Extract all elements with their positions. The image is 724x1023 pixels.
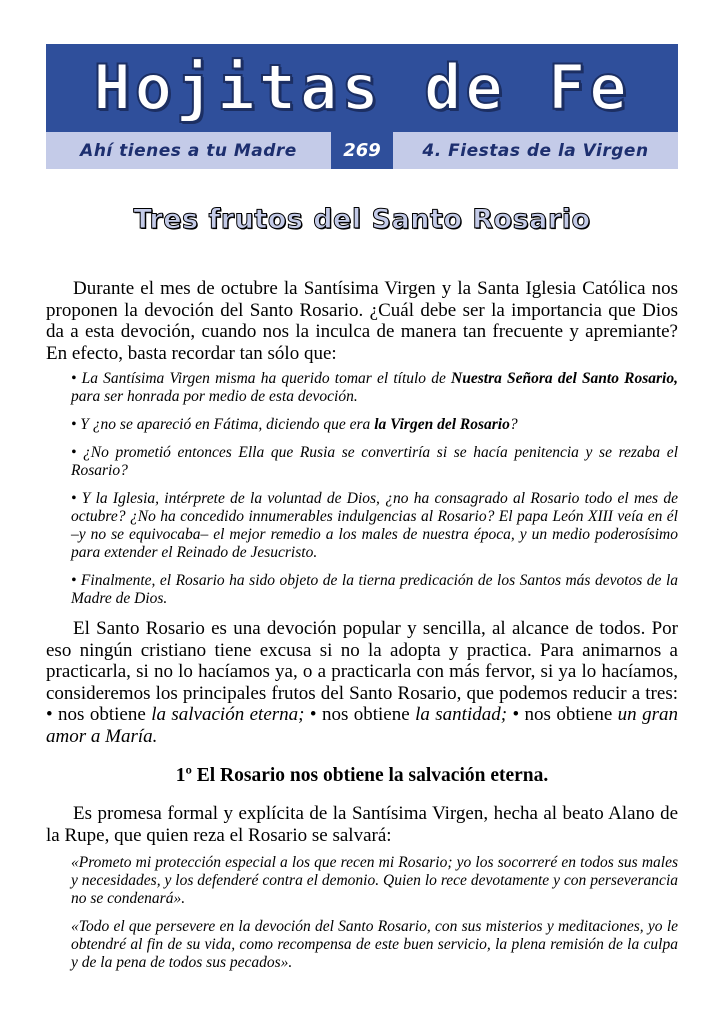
masthead [46,44,678,169]
quote-item: «Prometo mi protección especial a los que recen mi Rosario; yo los socorreré en todos sus males y necesidades, y los defenderé contra el demonio. Quien lo rece devotamente y con perseverancia no se condenará». [71,854,678,907]
bullet-text: • Y ¿no se apareció en Fátima, diciendo que era [71,416,375,433]
page-title: Tres frutos del Santo Rosario [133,204,591,235]
paragraph-text: El Santo Rosario es una devoción popular y sencilla, al alcance de todos. Por eso ningún cristiano tiene excusa si no la adopta y practica. Para animarnos a practicarla, si no lo hacíamos ya, o a practicarla con más fervor, si ya lo hacíamos, consideremos los principales frutos del Santo Rosario, que podemos reducir a tres: • nos obtiene [46,618,678,725]
bullet-text: ? [509,416,518,433]
masthead-strip [46,132,678,169]
body-paragraph: Es promesa formal y explícita de la Santísima Virgen, hecha al beato Alano de la Rupe, que quien reza el Rosario se salvará: [46,803,678,846]
issue-number: 269 [331,132,393,169]
bullet-item: • Y la Iglesia, intérprete de la voluntad de Dios, ¿no ha consagrado al Rosario todo el mes de octubre? ¿No ha concedido innumerables indulgencias al Rosario? El papa León XIII veía en él –y no se equivocaba– el mejor remedio a los males de nuestra época, y un medio poderosísimo para extender el Reinado de Jesucristo. [71,490,678,561]
quote-item: «Todo el que persevere en la devoción del Santo Rosario, con sus misterios y meditaciones, yo le obtendré al fin de su vida, como recompensa de este buen servicio, la plena remisión de la culpa y de la pena de todos sus pecados». [71,918,678,971]
bullet-item [71,416,678,434]
category-label: 4. Fiestas de la Virgen [422,140,649,161]
bullet-item [71,370,678,406]
bullet-text: para ser honrada por medio de esta devoción. [71,388,358,405]
masthead-banner [46,44,678,132]
bullet-emphasis: la Virgen del Rosario [374,416,510,433]
paragraph-emphasis: la salvación eterna; [151,704,305,725]
section-heading: 1º El Rosario nos obtiene la salvación eterna. [175,765,549,786]
paragraph-emphasis: la santidad; [415,704,508,725]
paragraph-text: • nos obtiene [304,704,416,725]
bullet-emphasis: Nuestra Señora del Santo Rosario, [451,370,678,387]
paragraph-text: • nos obtiene [507,704,618,725]
body-paragraph [46,618,678,747]
brand-title: Hojitas de Fe [93,51,631,124]
article-body [46,278,678,982]
bullet-item: • Finalmente, el Rosario ha sido objeto de la tierna predicación de los Santos más devotos de la Madre de Dios. [71,572,678,607]
intro-paragraph: Durante el mes de octubre la Santísima Virgen y la Santa Iglesia Católica nos proponen la devoción del Santo Rosario. ¿Cuál debe ser la importancia que Dios da a esta devoción, cuando nos la inculca de manera tan frecuente y apremiante? En efecto, basta recordar tan sólo que: [46,278,678,364]
paragraph-emphasis: un gran amor a María. [46,704,678,747]
series-label: Ahí tienes a tu Madre [80,140,297,161]
bullet-text: • La Santísima Virgen misma ha querido tomar el título de [71,370,452,387]
bullet-item: • ¿No prometió entonces Ella que Rusia se convertiría si se hacía penitencia y se rezaba el Rosario? [71,444,678,479]
